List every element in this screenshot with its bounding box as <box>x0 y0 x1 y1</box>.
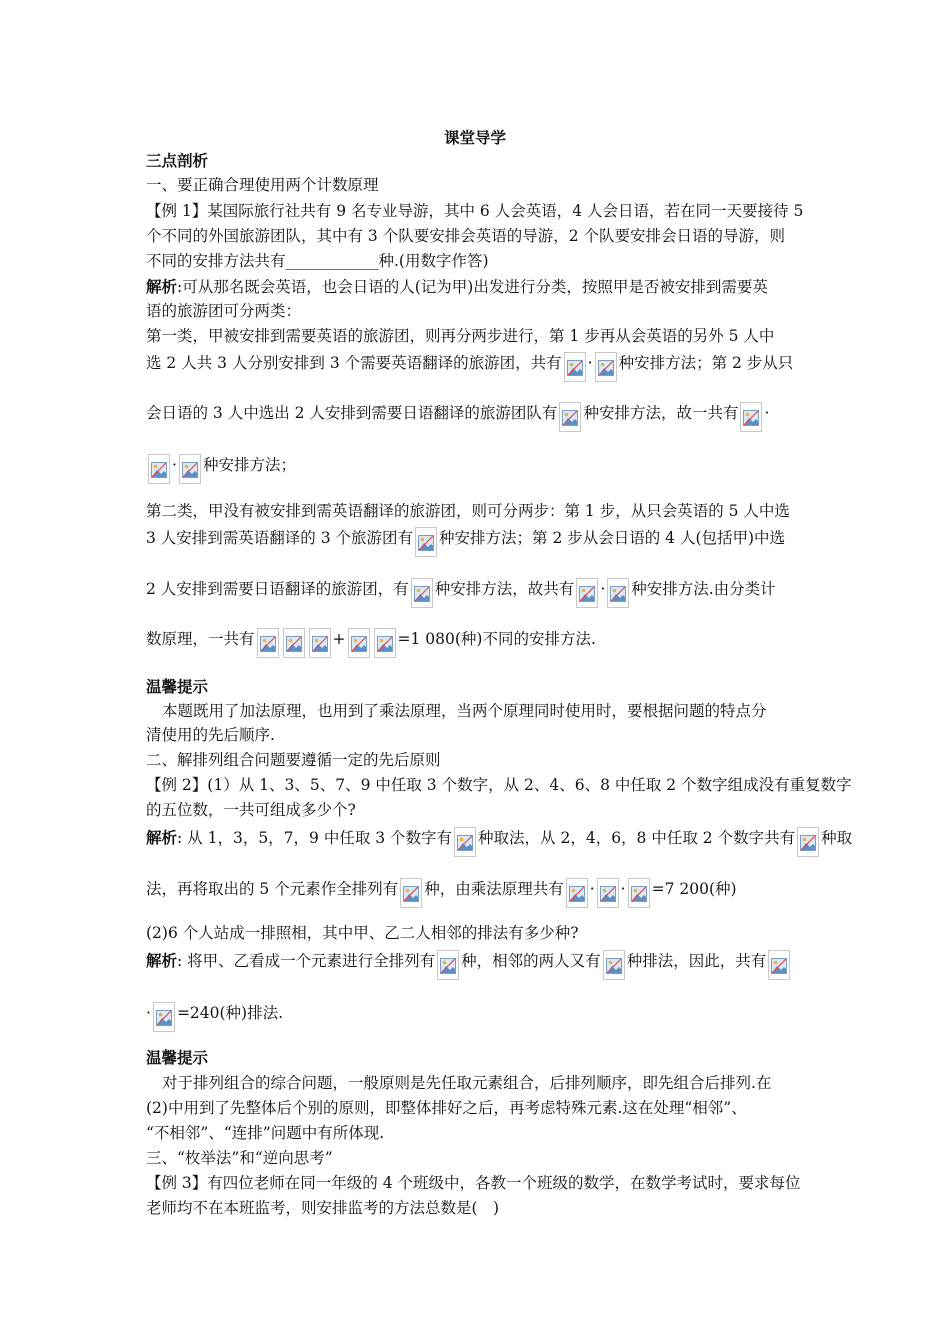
example-1-line-2: 个不同的外国旅游团队，其中有 3 个队要安排会英语的导游，2 个队要安排会日语的导游，则 <box>146 227 786 245</box>
tip-1-line-2: 清使用的先后顺序. <box>146 726 275 744</box>
broken-image-icon <box>400 878 422 908</box>
broken-image-icon <box>566 878 588 908</box>
broken-image-icon <box>374 628 396 658</box>
question-2-2: (2)6 个人站成一排照相，其中甲、乙二人相邻的排法有多少种? <box>146 924 579 942</box>
broken-image-icon <box>595 352 617 382</box>
solution-1-line-2: 语的旅游团可分两类： <box>146 302 302 320</box>
broken-image-icon <box>454 827 476 857</box>
tip-2-heading: 温馨提示 <box>146 1048 209 1067</box>
subheading-1: 一、要正确合理使用两个计数原理 <box>146 176 379 194</box>
tip-1-heading: 温馨提示 <box>146 677 209 696</box>
solution-1-line-7: 第二类，甲没有被安排到需英语翻译的旅游团，则可分两步：第 1 步，从只会英语的 5 人中选 <box>146 502 790 520</box>
example-1-line-1: 【例 1】某国际旅行社共有 9 名专业导游，其中 6 人会英语，4 人会日语，若在同一天要接待 5 <box>146 202 804 220</box>
broken-image-icon <box>309 628 331 658</box>
broken-image-icon <box>597 878 619 908</box>
broken-image-icon <box>564 352 586 382</box>
broken-image-icon <box>603 950 625 980</box>
broken-image-icon <box>437 950 459 980</box>
solution-2-line-4: · =240(种)排法. <box>146 1002 806 1032</box>
broken-image-icon <box>348 628 370 658</box>
broken-image-icon <box>283 628 305 658</box>
page-title: 课堂导学 <box>443 128 506 147</box>
example-1-line-3: 不同的安排方法共有____________种.(用数字作答) <box>146 252 489 270</box>
broken-image-icon <box>257 628 279 658</box>
example-2-line-2: 的五位数，一共可组成多少个? <box>146 801 356 819</box>
broken-image-icon <box>559 402 581 432</box>
broken-image-icon <box>768 950 790 980</box>
tip-2-line-3: “不相邻”、“连排”问题中有所体现. <box>146 1124 385 1142</box>
solution-1-line-1: 解析:可从那名既会英语，也会日语的人(记为甲)出发进行分类，按照甲是否被安排到需要英 <box>146 277 768 296</box>
solution-label: 解析 <box>146 951 178 970</box>
tip-2-line-2: (2)中用到了先整体后个别的原则，即整体排好之后，再考虑特殊元素.这在处理“相邻”、 <box>146 1099 747 1117</box>
solution-label: 解析 <box>146 277 178 296</box>
solution-2-line-1: 解析: 从 1，3，5，7，9 中任取 3 个数字有 种取法，从 2，4，6，8 中任取 2 个数字共有 种取 <box>146 827 806 857</box>
broken-image-icon <box>411 578 433 608</box>
solution-1-line-9: 2 人安排到需要日语翻译的旅游团，有 种安排方法，故共有 · 种安排方法.由分类计 <box>146 578 806 608</box>
example-2-line-1: 【例 2】(1）从 1、3、5、7、9 中任取 3 个数字，从 2、4、6、8 中任取 2 个数字组成没有重复数字 <box>146 776 852 794</box>
broken-image-icon <box>576 578 598 608</box>
solution-label: 解析 <box>146 828 178 847</box>
broken-image-icon <box>797 827 819 857</box>
solution-1-line-5: 会日语的 3 人中选出 2 人安排到需要日语翻译的旅游团队有 种安排方法，故一共有 · <box>146 402 806 432</box>
broken-image-icon <box>153 1002 175 1032</box>
section-heading: 三点剖析 <box>146 151 209 170</box>
tip-2-line-1: 对于排列组合的综合问题，一般原则是先任取元素组合，后排列顺序，即先组合后排列.在 <box>162 1074 772 1092</box>
broken-image-icon <box>628 878 650 908</box>
solution-1-line-8: 3 人安排到需英语翻译的 3 个旅游团有 种安排方法；第 2 步从会日语的 4 人(包括甲)中选 <box>146 527 806 557</box>
tip-1-line-1: 本题既用了加法原理，也用到了乘法原理，当两个原理同时使用时，要根据问题的特点分 <box>162 702 767 720</box>
example-3-line-2: 老师均不在本班监考，则安排监考的方法总数是( ) <box>146 1199 500 1217</box>
broken-image-icon <box>740 402 762 432</box>
solution-1-line-6: · 种安排方法； <box>146 454 806 484</box>
solution-1-line-4: 选 2 人共 3 人分别安排到 3 个需要英语翻译的旅游团，共有 · 种安排方法；第 2 步从只 <box>146 352 806 382</box>
broken-image-icon <box>148 454 170 484</box>
broken-image-icon <box>415 527 437 557</box>
example-3-line-1: 【例 3】有四位老师在同一年级的 4 个班级中，各教一个班级的数学，在数学考试时，要求每位 <box>146 1174 801 1192</box>
solution-1-line-3: 第一类，甲被安排到需要英语的旅游团，则再分两步进行，第 1 步再从会英语的另外 5 人中 <box>146 327 775 345</box>
solution-2-line-3: 解析: 将甲、乙看成一个元素进行全排列有 种，相邻的两人又有 种排法，因此，共有 <box>146 950 806 980</box>
broken-image-icon <box>607 578 629 608</box>
solution-1-line-10: 数原理，一共有 + =1 080(种)不同的安排方法. <box>146 628 806 658</box>
subheading-2: 二、解排列组合问题要遵循一定的先后原则 <box>146 751 441 769</box>
solution-2-line-2: 法，再将取出的 5 个元素作全排列有 种，由乘法原理共有 · · =7 200(种) <box>146 878 806 908</box>
broken-image-icon <box>179 454 201 484</box>
subheading-3: 三、“枚举法”和“逆向思考” <box>146 1149 333 1167</box>
